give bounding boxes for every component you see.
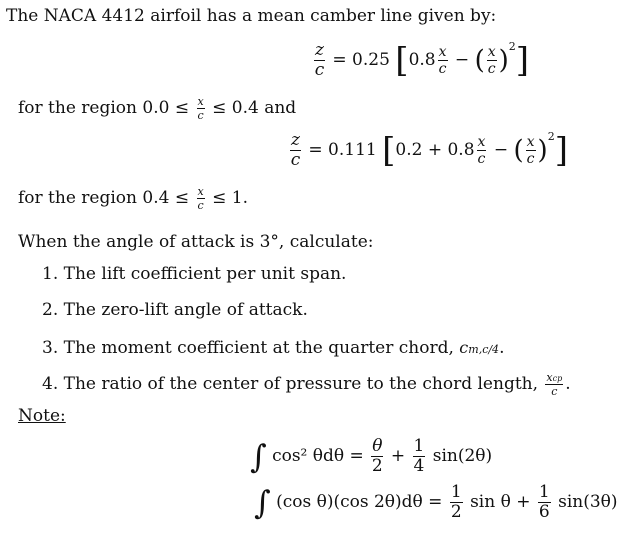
eq2-term-a: 0.2 + [395, 140, 443, 160]
region-1-text: for the region 0.0 ≤ $\frac{x}{c}$ ≤ 0.4 and [18, 95, 297, 122]
camber-equation-2: $\frac{z}{c}$ = 0.111 [0.2 + 0.8 $\frac{x}{c}$ − ( $\frac{x}{c}$ )$^2$] [290, 130, 568, 171]
formula-1-lhs: cos² θdθ = [272, 446, 364, 466]
eq1-term: 0.8 [408, 50, 436, 70]
note-formula-2: ∫ (cos θ)(cos 2θ)dθ = $\frac{1}{2}$ sin θ + $\frac{1}{6}$ sin(3θ) [254, 482, 618, 522]
question-item-4: 4. The ratio of the center of pressure to the chord length, $\frac{\text{xcp}}{c}$ . [42, 371, 571, 398]
formula-2-rhs: sin(3θ) [558, 492, 618, 512]
center-pressure-subscript: cp [552, 374, 563, 383]
eq2-coefficient: 0.111 [328, 140, 377, 160]
note-label: Note: [18, 406, 66, 426]
question-item-4-text: 4. The ratio of the center of pressure to the chord length, [42, 374, 539, 394]
region-2-end: ≤ 1. [212, 188, 248, 208]
z-over-c: $\frac{z}{c}$ [314, 40, 325, 80]
camber-equation-1: $\frac{z}{c}$ = 0.25 [0.8 $\frac{x}{c}$ − ( $\frac{x}{c}$ )$^2$] [314, 40, 530, 81]
question-item-2: 2. The zero-lift angle of attack. [42, 300, 308, 320]
note-formula-1: ∫ cos² θdθ = $\frac{\theta}{2}$ + $\frac{1}{4}$ sin(2θ) [250, 436, 493, 476]
eq2-term-b: 0.8 [447, 140, 475, 160]
region-1-start: for the region 0.0 ≤ [18, 98, 190, 118]
question-item-1: 1. The lift coefficient per unit span. [42, 264, 347, 284]
moment-coefficient-subscript: m,c/4 [468, 343, 500, 356]
formula-2-lhs: (cos θ)(cos 2θ)dθ = [276, 492, 443, 512]
region-2-start: for the region 0.4 ≤ [18, 188, 190, 208]
question-item-3-text: 3. The moment coefficient at the quarter chord, [42, 338, 454, 358]
question-lead: When the angle of attack is 3°, calculate: [18, 232, 374, 252]
intro-text: The NACA 4412 airfoil has a mean camber line given by: [6, 6, 497, 26]
eq1-coefficient: 0.25 [352, 50, 390, 70]
region-1-end: ≤ 0.4 and [212, 98, 297, 118]
question-item-3: 3. The moment coefficient at the quarter chord, cm,c/4. [42, 338, 505, 358]
formula-1-rhs: sin(2θ) [432, 446, 493, 466]
region-2-text: for the region 0.4 ≤ $\frac{x}{c}$ ≤ 1. [18, 185, 248, 212]
formula-2-mid: sin θ + [470, 492, 531, 512]
